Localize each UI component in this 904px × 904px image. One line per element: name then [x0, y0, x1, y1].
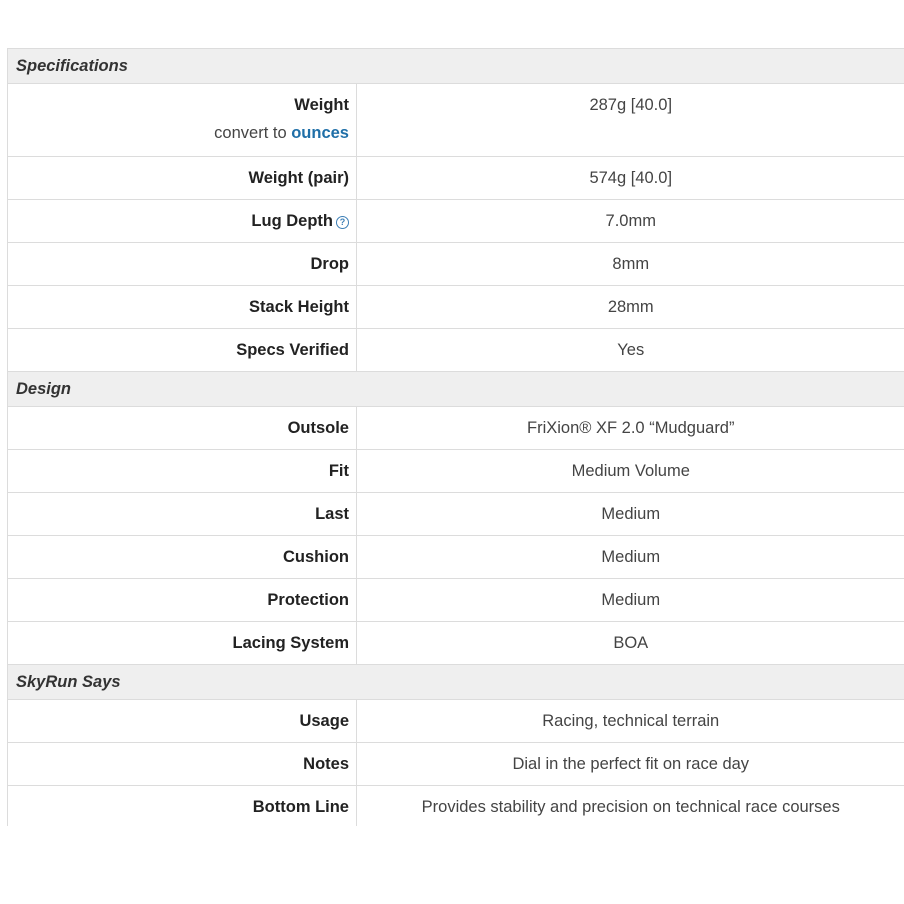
- convert-line: [8, 124, 349, 143]
- table-row-lacing-system: [8, 622, 904, 665]
- specifications-table: [7, 48, 904, 826]
- table-row-drop: [8, 243, 904, 286]
- section-title: Design: [8, 372, 904, 407]
- table-row-bottom-line: [8, 786, 904, 826]
- row-label: Cushion: [8, 536, 357, 579]
- table-row-fit: [8, 450, 904, 493]
- row-label-text: Lug Depth: [251, 212, 333, 230]
- row-value: Yes: [357, 329, 904, 372]
- row-value: 287g [40.0]: [357, 84, 904, 157]
- row-value: 28mm: [357, 286, 904, 329]
- row-value: 574g [40.0]: [357, 157, 904, 200]
- table-row-notes: [8, 743, 904, 786]
- row-label: Lacing System: [8, 622, 357, 665]
- table-row-outsole: [8, 407, 904, 450]
- row-label-text: Weight: [294, 96, 349, 114]
- table-row-stack-height: [8, 286, 904, 329]
- row-value: Racing, technical terrain: [357, 700, 904, 743]
- row-value: Medium: [357, 579, 904, 622]
- help-icon[interactable]: ?: [336, 216, 349, 229]
- row-label: Stack Height: [8, 286, 357, 329]
- section-header-skyrun-says: [8, 665, 904, 700]
- row-value: Dial in the perfect fit on race day: [357, 743, 904, 786]
- table-row-weight: [8, 84, 904, 157]
- table-row-weight-pair: [8, 157, 904, 200]
- row-value: Provides stability and precision on technical race courses: [421, 798, 840, 816]
- row-value: FriXion® XF 2.0 “Mudguard”: [357, 407, 904, 450]
- row-value: BOA: [357, 622, 904, 665]
- row-value: 8mm: [357, 243, 904, 286]
- row-value: Medium Volume: [357, 450, 904, 493]
- table-row-specs-verified: [8, 329, 904, 372]
- section-title: SkyRun Says: [8, 665, 904, 700]
- row-value: Medium: [357, 493, 904, 536]
- row-label: Specs Verified: [8, 329, 357, 372]
- row-label: Usage: [8, 700, 357, 743]
- section-title: Specifications: [8, 49, 904, 84]
- table-row-last: [8, 493, 904, 536]
- table-row-protection: [8, 579, 904, 622]
- row-value: Medium: [357, 536, 904, 579]
- table-row-usage: [8, 700, 904, 743]
- section-header-design: [8, 372, 904, 407]
- row-value: 7.0mm: [357, 200, 904, 243]
- table-row-lug-depth: [8, 200, 904, 243]
- row-label: Drop: [8, 243, 357, 286]
- convert-ounces-link[interactable]: ounces: [291, 124, 349, 142]
- row-label: Notes: [8, 743, 357, 786]
- row-label: Outsole: [8, 407, 357, 450]
- row-label: [8, 200, 357, 243]
- row-label: Last: [8, 493, 357, 536]
- row-label: Fit: [8, 450, 357, 493]
- table-row-cushion: [8, 536, 904, 579]
- row-label: Weight (pair): [8, 157, 357, 200]
- row-label: Bottom Line: [8, 786, 357, 826]
- row-label: Protection: [8, 579, 357, 622]
- convert-prefix: convert to: [214, 124, 292, 142]
- section-header-specifications: [8, 49, 904, 84]
- row-label: [8, 84, 357, 157]
